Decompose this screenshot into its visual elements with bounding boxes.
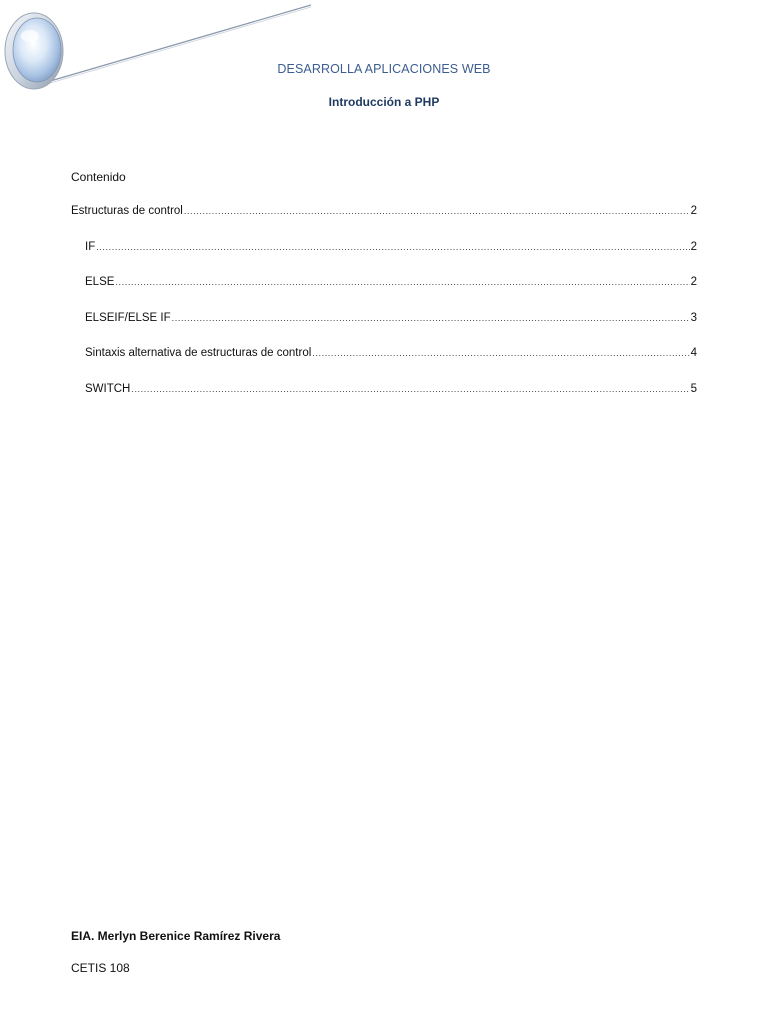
author-name: EIA. Merlyn Berenice Ramírez Rivera xyxy=(71,929,281,943)
document-subtitle: Introducción a PHP xyxy=(328,95,440,109)
toc-entry-elseif[interactable] xyxy=(71,312,697,329)
toc-dot-leader xyxy=(131,384,689,394)
toc-dot-leader xyxy=(115,277,689,287)
toc-dot-leader xyxy=(184,206,690,216)
toc-dot-leader xyxy=(172,313,690,323)
header-decoration xyxy=(0,0,320,100)
toc-entry-label: ELSE xyxy=(85,276,115,289)
toc-page-number: 2 xyxy=(690,276,697,289)
toc-entry-estructuras-de-control[interactable] xyxy=(71,205,697,222)
toc-entry-label: ELSEIF/ELSE IF xyxy=(85,311,171,324)
toc-page-number: 5 xyxy=(690,382,697,395)
toc-entry-label: Sintaxis alternativa de estructuras de control xyxy=(85,347,312,360)
toc-page-number: 2 xyxy=(690,205,697,217)
toc-entry-sintaxis-alternativa[interactable] xyxy=(71,347,697,364)
toc-dot-leader xyxy=(312,348,689,358)
toc-entry-else[interactable] xyxy=(71,276,697,293)
toc-page-number: 3 xyxy=(690,311,697,324)
document-header-title: DESARROLLA APLICACIONES WEB xyxy=(277,62,491,76)
toc-page-number: 4 xyxy=(690,347,697,360)
toc-entry-switch[interactable] xyxy=(71,383,697,400)
school-name: CETIS 108 xyxy=(71,961,130,975)
toc-entry-label: IF xyxy=(85,240,96,253)
table-of-contents xyxy=(71,205,697,419)
toc-entry-label: Estructuras de control xyxy=(71,205,183,217)
toc-heading: Contenido xyxy=(71,170,126,184)
toc-entry-if[interactable] xyxy=(71,241,697,258)
toc-dot-leader xyxy=(96,242,689,252)
toc-entry-label: SWITCH xyxy=(85,382,131,395)
toc-page-number: 2 xyxy=(690,240,697,253)
